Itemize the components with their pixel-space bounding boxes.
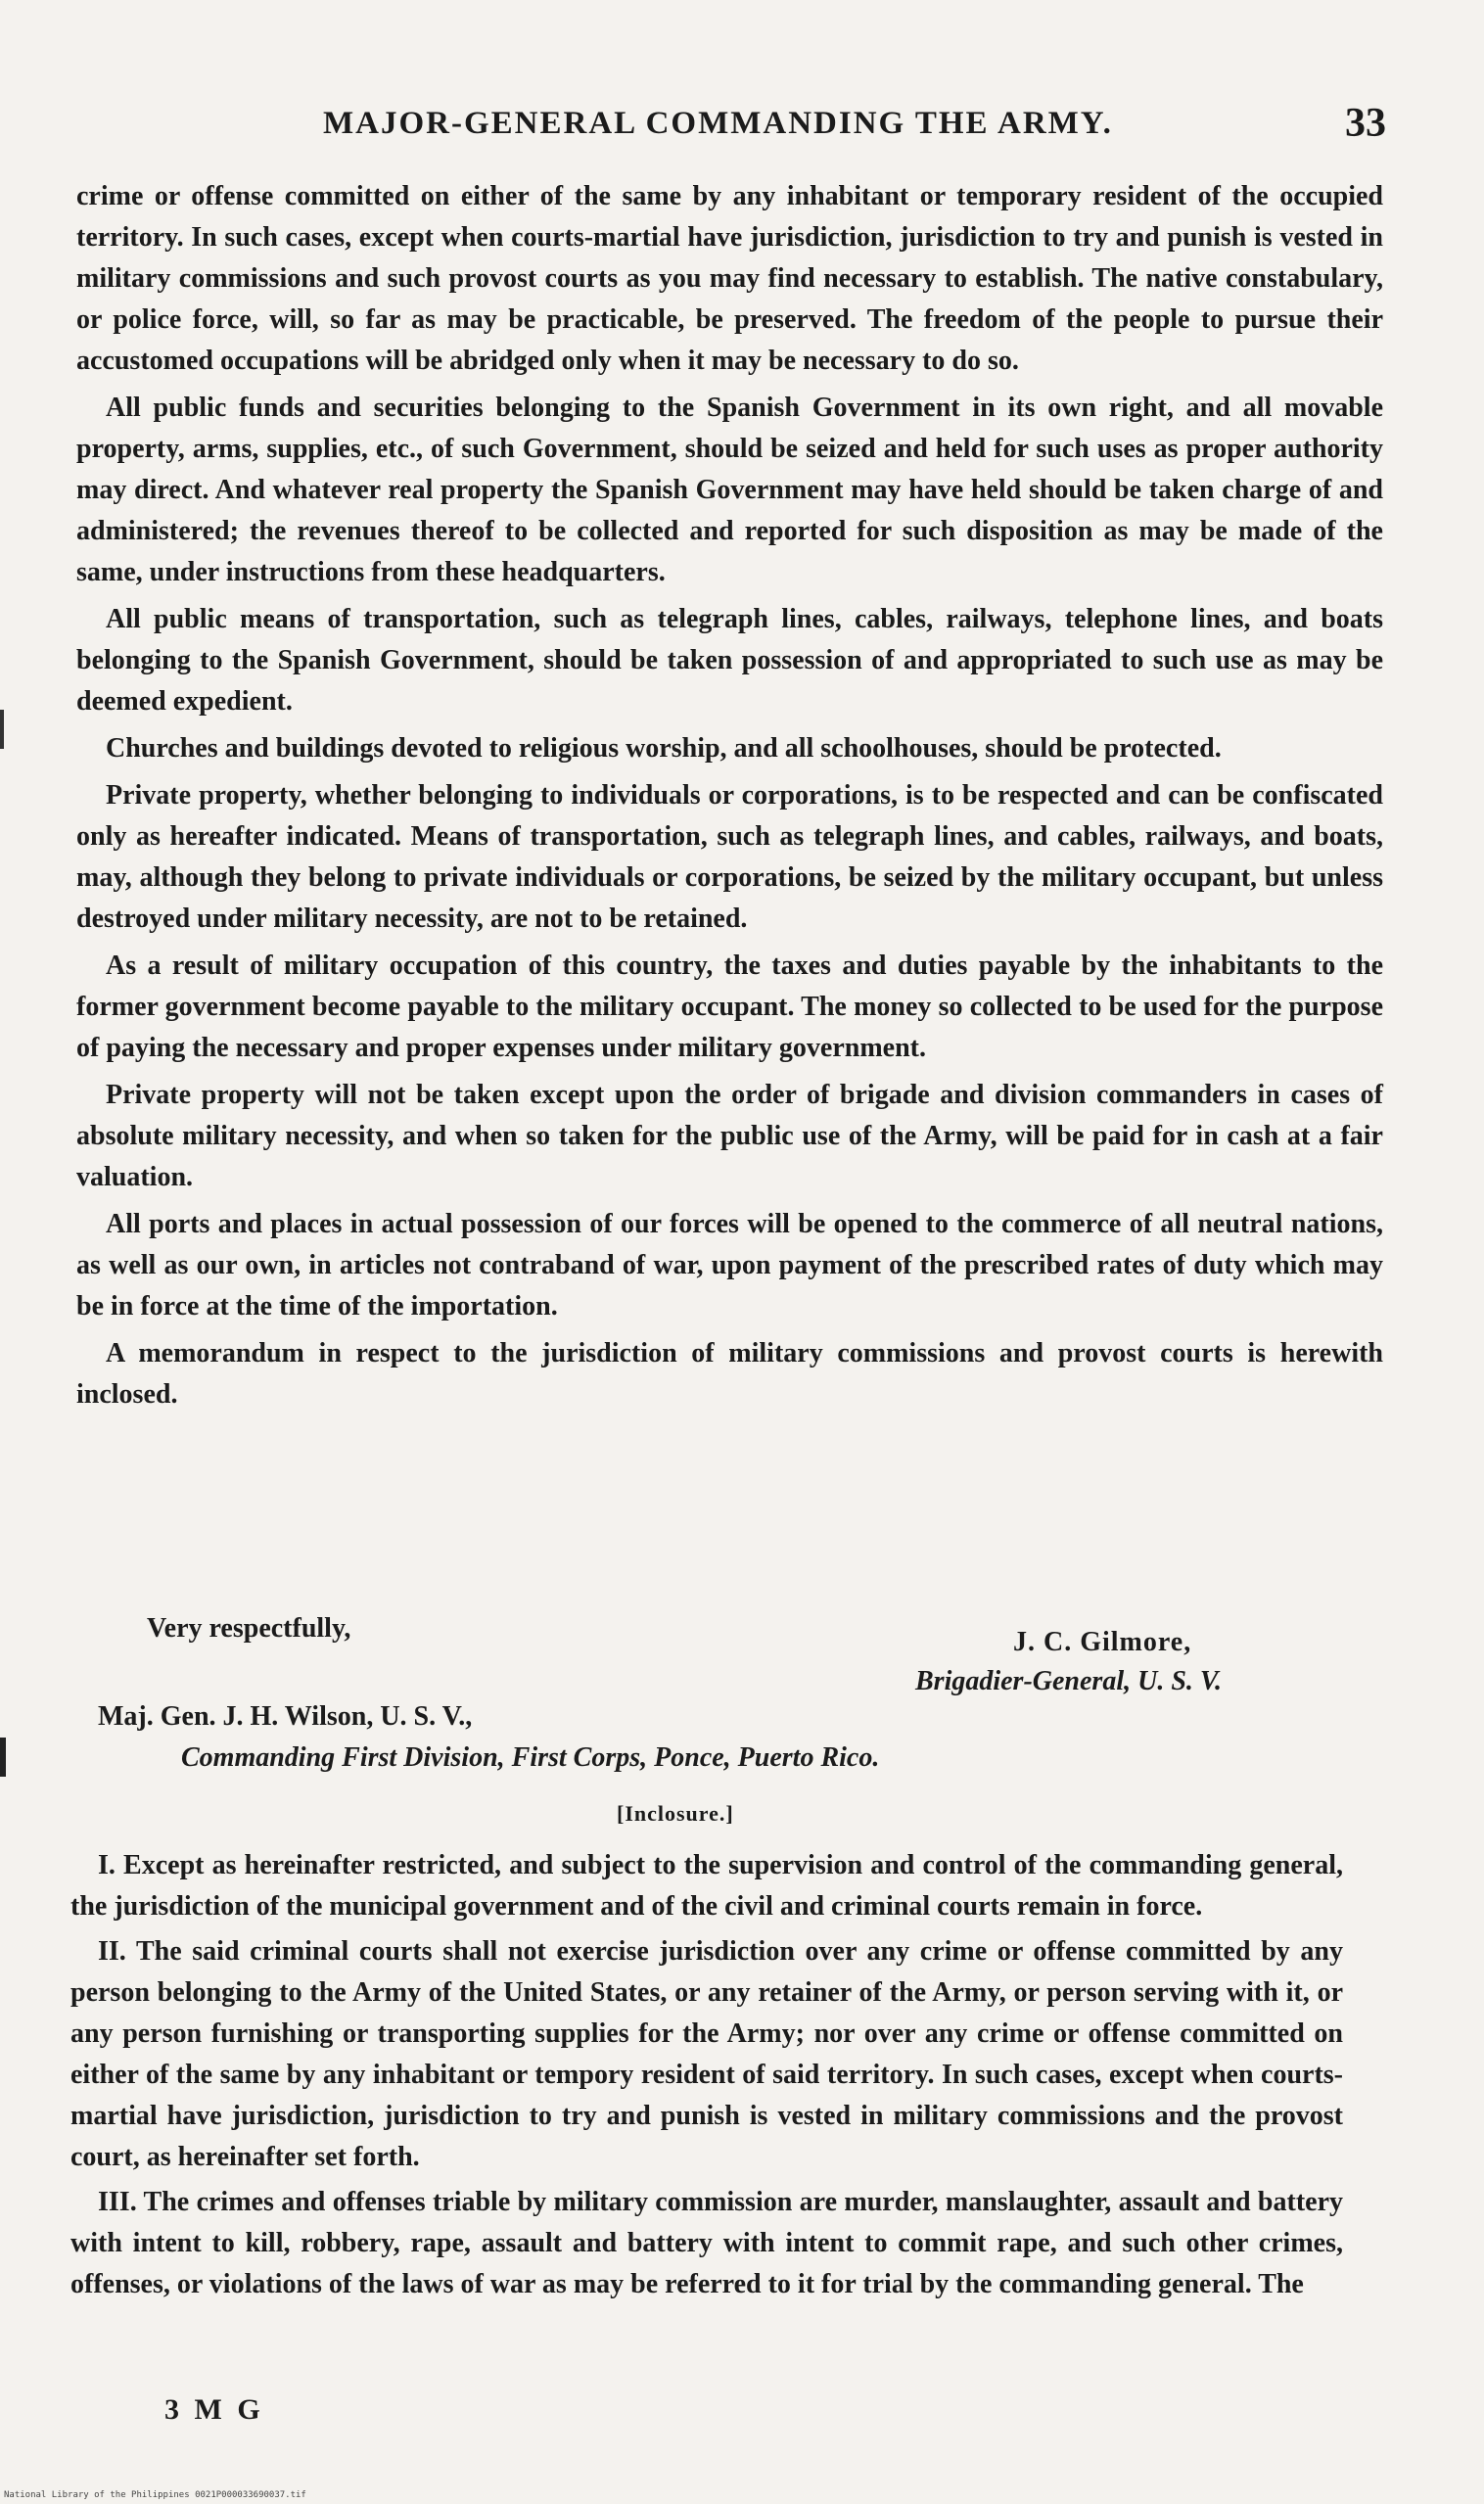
inclosure-paragraph: I. Except as hereinafter restricted, and subject to the supervision and control of the commanding general, the jurisdiction of the municipal government and of the civil and criminal courts remain in force. [70, 1850, 1343, 1922]
page-header [294, 101, 1386, 164]
signer-title: Brigadier-General, U. S. V. [915, 1666, 1222, 1696]
body-paragraph: crime or offense committed on either of the same by any inhabitant or temporary resident of the occupied territory. In such cases, except when courts-martial have jurisdiction, jurisdiction to try and punish is vested in military commissions and such provost courts as you may find necessary to establish. The native constabulary, or police force, will, so far as may be practicable, be preserved. The freedom of the people to pursue their accustomed occupations will be abridged only when it may be necessary to do so. [76, 181, 1383, 376]
binding-mark [0, 710, 4, 749]
page-number: 33 [1345, 101, 1386, 146]
letter-body [76, 176, 1383, 1421]
body-paragraph: All public means of transportation, such as telegraph lines, cables, railways, telephone lines, and boats belonging to the Spanish Government, should be taken possession of and appropriated to such use as may be deemed expedient. [76, 604, 1383, 717]
scan-footer: National Library of the Philippines 0021P000033690037.tif [4, 2490, 306, 2500]
body-paragraph: Private property, whether belonging to individuals or corporations, is to be respected and can be confiscated only as hereafter indicated. Means of transportation, such as telegraph lines, and cables, railways, and boats, may, although they belong to private individuals or corporations, be seized by the military occupant, but unless destroyed under military necessity, are not to be retained. [76, 780, 1383, 934]
body-paragraph: A memorandum in respect to the jurisdiction of military commissions and provost courts is herewith inclosed. [76, 1338, 1383, 1410]
signature-mark: 3 M G [164, 2393, 264, 2426]
body-paragraph: As a result of military occupation of this country, the taxes and duties payable by the inhabitants to the former government become payable to the military occupant. The money so collected to be used for the purpose of paying the necessary and proper expenses under military government. [76, 951, 1383, 1063]
body-paragraph: All ports and places in actual possession of our forces will be opened to the commerce of all neutral nations, as well as our own, in articles not contraband of war, upon payment of the prescribed rates of duty which may be in force at the time of the importation. [76, 1209, 1383, 1322]
addressee-title: Commanding First Division, First Corps, Ponce, Puerto Rico. [181, 1742, 880, 1773]
body-paragraph: All public funds and securities belonging to the Spanish Government in its own right, and all movable property, arms, supplies, etc., of such Government, should be seized and held for such uses as proper authority may direct. And whatever real property the Spanish Government may have held should be taken charge of and administered; the revenues thereof to be collected and reported for such disposition as may be made of the same, under instructions from these headquarters. [76, 393, 1383, 587]
signer-name: J. C. Gilmore, [1013, 1627, 1192, 1657]
body-paragraph: Private property will not be taken except upon the order of brigade and division commanders in cases of absolute military necessity, and when so taken for the public use of the Army, will be paid for in cash at a fair valuation. [76, 1080, 1383, 1192]
inclosure-body [70, 1845, 1343, 2309]
body-paragraph: Churches and buildings devoted to religious worship, and all schoolhouses, should be protected. [106, 733, 1222, 764]
running-head: MAJOR-GENERAL COMMANDING THE ARMY. [323, 106, 1113, 141]
inclosure-paragraph: II. The said criminal courts shall not exercise jurisdiction over any crime or offense committed by any person belonging to the Army of the United States, or any retainer of the Army, or person serving with it, or any person furnishing or transporting supplies for the Army; nor over any crime or offense committed on either of the same by any inhabitant or tempory resident of said territory. In such cases, except when courts-martial have jurisdiction, jurisdiction to try and punish is vested in military commissions and the provost court, as hereinafter set forth. [70, 1936, 1343, 2172]
binding-mark [0, 1738, 6, 1777]
salutation: Very respectfully, [147, 1613, 351, 1644]
inclosure-label: [Inclosure.] [617, 1801, 734, 1826]
addressee: Maj. Gen. J. H. Wilson, U. S. V., [98, 1701, 473, 1732]
inclosure-paragraph: III. The crimes and offenses triable by military commission are murder, manslaughter, assault and battery with intent to kill, robbery, rape, assault and battery with intent to commit rape, and such other crimes, offenses, or violations of the laws of war as may be referred to it for trial by the commanding general. The [70, 2187, 1343, 2299]
